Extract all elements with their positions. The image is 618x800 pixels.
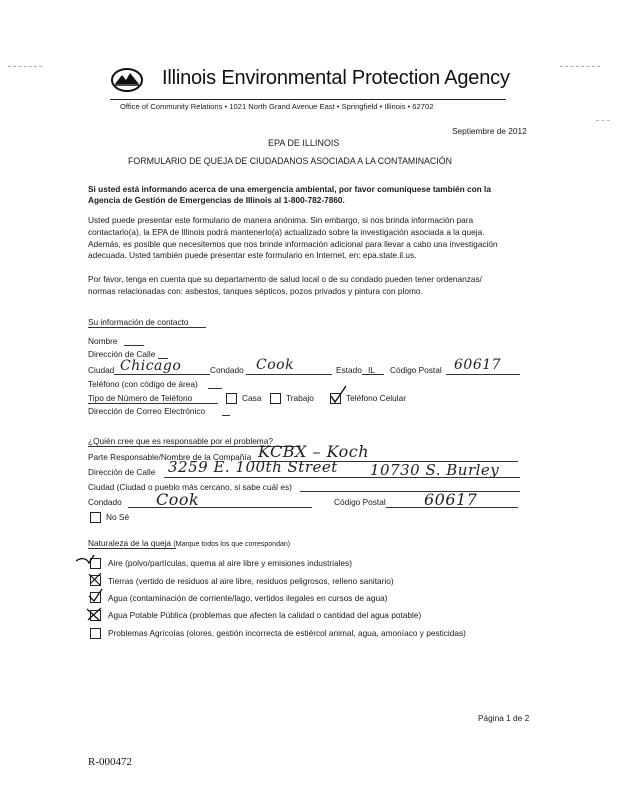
celular-label: Teléfono Celular (346, 393, 406, 403)
anonymous-notice-line2: contactarlo(a), la EPA de Illinois podrá mantenerlo(a) actualizado sobre la investigación asociada a la queja. (88, 227, 485, 237)
estado-value: IL (368, 365, 375, 375)
nose-label: No Sé (106, 512, 130, 522)
responsible-question: ¿Quién cree que es responsable por el problema? (88, 436, 273, 446)
estado-label: Estado (336, 365, 362, 375)
contact-heading: Su información de contacto (88, 317, 189, 327)
correo-field[interactable] (222, 415, 230, 416)
condado-field[interactable] (246, 374, 332, 375)
telefono-label: Teléfono (con código de área) (88, 379, 198, 389)
form-date: Septiembre de 2012 (452, 126, 527, 136)
form-subtitle: FORMULARIO DE QUEJA DE CIUDADANOS ASOCIADA A LA CONTAMINACIÓN (128, 156, 452, 166)
anonymous-notice-line3: Además, es posible que necesitemos que nos brinde información adicional para llevar a cabo una investigación (88, 239, 498, 249)
agua-potable-item (108, 609, 421, 621)
postal-value: 60617 (454, 357, 502, 373)
scan-dash-top-right (560, 66, 600, 67)
nombre-label: Nombre (88, 336, 118, 346)
nature-heading-underline (88, 548, 176, 549)
scan-dash-top-left (8, 66, 42, 67)
document-id: R-000472 (88, 756, 132, 768)
ciudad-field[interactable] (114, 374, 210, 375)
trabajo-checkbox[interactable] (270, 393, 281, 404)
nature-heading-text: Naturaleza de la queja (88, 538, 172, 548)
ciudad-pueblo-label: Ciudad (Ciudad o pueblo más cercano, si sabe cuál es) (88, 482, 292, 492)
agency-logo-icon (110, 67, 144, 93)
nombre-field[interactable] (124, 345, 144, 346)
tipo-telefono-underline (88, 403, 218, 404)
correo-label: Dirección de Correo Electrónico (88, 406, 206, 416)
postal-field[interactable] (446, 374, 520, 375)
agua-potable-label: Agua Potable Pública (108, 610, 188, 620)
postal-label: Código Postal (390, 365, 442, 375)
ciudad-pueblo-field[interactable] (300, 491, 520, 492)
tierras-desc: (vertido de residuos al aire libre, residuos peligrosos, relleno sanitario) (135, 576, 394, 586)
agua-desc: (contaminación de corriente/lago, vertidos ilegales en cursos de agua) (129, 593, 388, 603)
aire-desc: (polvo/partículas, quema al aire libre y emisiones industriales) (125, 558, 352, 568)
local-notice-line1: Por favor, tenga en cuenta que su departamento de salud local o de su condado pueden tener ordenanzas/ (88, 274, 482, 284)
agricolas-label: Problemas Agrícolas (108, 628, 185, 638)
direccion-calle-value-2: 10730 S. Burley (370, 461, 500, 479)
local-notice-line2: normas relacionadas con: asbestos, tanques sépticos, pozos privados y pintura con plomo. (88, 286, 423, 296)
tierras-label: Tierras (108, 576, 134, 586)
page-number: Página 1 de 2 (478, 713, 530, 723)
agricolas-item (108, 627, 466, 639)
agricolas-desc: (olores, gestión incorrecta de estiércol animal, agua, amoníaco y pesticidas) (186, 628, 466, 638)
parte-label: Parte Responsable/Nombre de la Compañía (88, 452, 252, 462)
header-rule (110, 99, 506, 100)
agricolas-checkbox[interactable] (90, 628, 101, 639)
aire-label: Aire (108, 558, 123, 568)
condado-resp-value: Cook (156, 490, 200, 509)
anonymous-notice-line4: adecuada. Usted también puede presentar este formulario en Internet, en: epa.state.il.us. (88, 250, 417, 260)
parte-value: KCBX – Koch (258, 442, 370, 461)
nature-heading-note: (Marque todos los que correspondan) (173, 541, 291, 548)
postal-resp-label: Código Postal (334, 497, 386, 507)
telefono-field[interactable] (208, 388, 222, 389)
postal-resp-value: 60617 (424, 490, 478, 509)
trabajo-label: Trabajo (286, 393, 314, 403)
casa-label: Casa (242, 393, 262, 403)
direccion-calle-value-1: 3259 E. 100th Street (168, 458, 338, 476)
tierras-item (108, 575, 394, 587)
agua-potable-desc: (problemas que afecten la calidad o cantidad del agua potable) (189, 610, 422, 620)
direccion-label: Dirección de Calle (88, 349, 156, 359)
condado-label: Condado (210, 365, 244, 375)
emergency-notice-line2: Agencia de Gestión de Emergencias de Illinois al 1-800-782-7860. (88, 195, 345, 205)
emergency-notice-line1: Si usted está informando acerca de una emergencia ambiental, por favor comuníquese también con la (88, 184, 491, 194)
condado-resp-label: Condado (88, 497, 122, 507)
casa-checkbox[interactable] (226, 393, 237, 404)
agency-address: Office of Community Relations • 1021 North Grand Avenue East • Springfield • Illinois • 62702 (120, 102, 434, 111)
nose-checkbox[interactable] (90, 512, 101, 523)
anonymous-notice-line1: Usted puede presentar este formulario de manera anónima. Sin embargo, si nos brinda información para (88, 215, 474, 225)
agua-potable-check-icon (84, 604, 106, 624)
tipo-telefono-label: Tipo de Número de Teléfono (88, 393, 193, 403)
form-title: EPA DE ILLINOIS (268, 138, 340, 148)
agua-item (108, 592, 388, 604)
agency-name: Illinois Environmental Protection Agency (162, 67, 510, 89)
condado-value: Cook (256, 357, 295, 373)
scan-dash-right (596, 120, 610, 121)
agua-label: Agua (108, 593, 128, 603)
contact-heading-underline (88, 327, 206, 328)
direccion-calle-label: Dirección de Calle (88, 467, 156, 477)
ciudad-value: Chicago (120, 358, 182, 374)
agua-check-icon (86, 586, 106, 604)
ciudad-label: Ciudad (88, 365, 115, 375)
aire-item (108, 557, 352, 569)
